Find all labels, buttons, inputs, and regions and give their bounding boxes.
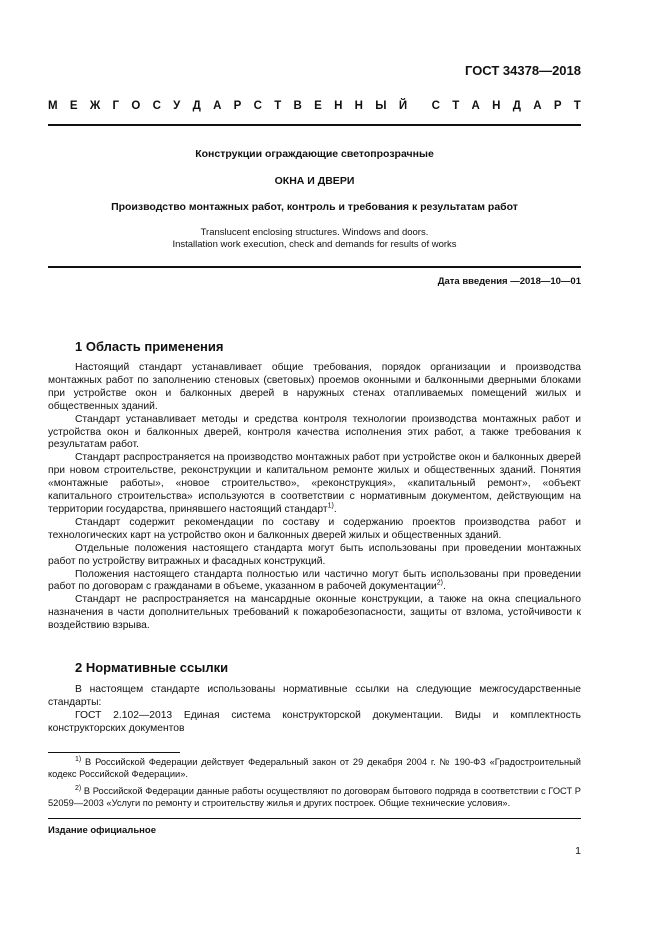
english-title-line-1: Translucent enclosing structures. Windows and doors. (200, 227, 429, 238)
footnote-text: В Российской Федерации действует Федеральный закон от 29 декабря 2004 г. № 190-ФЗ «Градостроительный кодекс Российской Федерации». (48, 757, 581, 779)
header-divider (48, 124, 581, 126)
banner-letter: Е (69, 100, 78, 112)
english-title-line-2: Installation work execution, check and demands for results of works (172, 239, 457, 250)
footnote-mark: 1) (75, 755, 82, 763)
title-line-1: Конструкции ограждающие светопрозрачные (195, 148, 434, 160)
banner-letter: О (131, 100, 141, 112)
section-1-body (48, 362, 581, 633)
banner-letter: Н (492, 100, 501, 112)
title-line-2: ОКНА И ДВЕРИ (274, 175, 355, 187)
paragraph-text: Стандарт распространяется на производство монтажных работ при устройстве окон и балконных дверей при новом строительстве, реконструкции и капитальном ремонте жилых и общественных зданий. Понятия «монтажные работы», «новое строительство», «реконструкция», «капитальный ремонт», «объект капитального строительства» используются в соответствии с нормативным документом, действующим на территории государства, принявшего настоящий стандарт (48, 452, 581, 515)
footer-divider (48, 818, 581, 819)
effective-date: Дата введения —2018—10—01 (437, 276, 581, 287)
title-divider (48, 266, 581, 268)
banner-letter: А (533, 100, 542, 112)
footnote-1 (48, 756, 581, 780)
banner-letter: Ы (375, 100, 387, 112)
footnote-mark: 2) (75, 784, 82, 792)
banner-letter: Г (112, 100, 120, 112)
footnote-text: В Российской Федерации данные работы осуществляют по договорам бытового подряда в соответствии с ГОСТ Р 52059—2003 «Услуги по ремонту и строительству жилья и других построек. Общие технические условия». (48, 786, 581, 808)
banner-letter: А (213, 100, 222, 112)
banner-letter: Т (573, 100, 581, 112)
paragraph: Отдельные положения настоящего стандарта могут быть использованы при проведении монтажных работ по устройству витражных и фасадных конструкций. (48, 542, 581, 567)
section-2-heading: 2 Нормативные ссылки (75, 660, 229, 675)
footnote-ref-2: 2) (436, 579, 444, 587)
section-2-body (48, 684, 581, 736)
page-number: 1 (575, 845, 581, 857)
banner-letter: Р (553, 100, 562, 112)
title-line-3: Производство монтажных работ, контроль и требования к результатам работ (111, 201, 518, 213)
banner-letter: Н (354, 100, 363, 112)
banner-letter: Н (334, 100, 343, 112)
english-title (48, 227, 581, 251)
banner-letter: Ж (89, 100, 101, 112)
banner-letter: Р (233, 100, 242, 112)
footnotes (48, 756, 581, 809)
paragraph: Положения настоящего стандарта полностью или частично могут быть использованы при проведении работ по договорам с гражданами в объеме, указанном в рабочей документации$^{2)}$. (48, 568, 581, 593)
footnote-divider (48, 752, 180, 753)
paragraph: Стандарт распространяется на производство монтажных работ при устройстве окон и балконных дверей при новом строительстве, реконструкции и капитальном ремонте жилых и общественных зданий. Понятия «монтажные работы», «новое строительство», «реконструкция», «капитальный ремонт», «объект капитального строительства» используются в соответствии с нормативным документом, действующим на территории государства, принявшего настоящий стандарт$^{1)}$. (48, 452, 581, 515)
section-1-heading: 1 Область применения (75, 339, 224, 354)
banner-letter: В (293, 100, 302, 112)
banner-letter: С (253, 100, 262, 112)
paragraph: Настоящий стандарт устанавливает общие требования, порядок организации и производства монтажных работ по заполнению стеновых (световых) проемов оконными и балконными дверными блоками при устройстве окон и балконных дверей в наружных стенах отапливаемых помещений жилых и общественных зданий. (48, 362, 581, 412)
paragraph: Стандарт содержит рекомендации по составу и содержанию проектов производства работ и технологических карт на устройство окон и балконных дверей жилых и общественных зданий. (48, 516, 581, 541)
banner-letter: С (431, 100, 440, 112)
paragraph: Стандарт устанавливает методы и средства контроля технологии производства монтажных работ и устройства окон и балконных дверей, контроля качества исполнения этих работ, а также требования к результатам работ. (48, 413, 581, 451)
paragraph: В настоящем стандарте использованы нормативные ссылки на следующие межгосударственные стандарты: (48, 684, 581, 708)
banner-letter: Е (314, 100, 322, 112)
banner-letter: Д (512, 100, 521, 112)
paragraph: ГОСТ 2.102—2013 Единая система конструкторской документации. Виды и комплектность конструкторских документов (48, 709, 581, 734)
banner-letter: С (152, 100, 161, 112)
banner-letter: Д (192, 100, 201, 112)
banner-letter: У (173, 100, 181, 112)
banner-letter: А (471, 100, 480, 112)
paragraph-text: Положения настоящего стандарта полностью или частично могут быть использованы при проведении работ по договорам с гражданами в объеме, указанном в рабочей документации (48, 568, 581, 593)
banner-letter: Й (398, 100, 408, 112)
banner-letter: Т (274, 100, 282, 112)
official-edition-label: Издание официальное (48, 825, 156, 836)
footnote-2 (48, 785, 581, 809)
footnote-ref-1: 1) (327, 502, 334, 510)
banner-letter: М (48, 100, 58, 112)
interstate-standard-banner (48, 100, 581, 112)
paragraph: Стандарт не распространяется на мансардные оконные конструкции, а также на окна специального назначения в части дополнительных требований к пожаробезопасности, защиты от взлома, устойчивости к воздействию взрыва. (48, 594, 581, 632)
standard-code: ГОСТ 34378—2018 (465, 63, 581, 78)
banner-letter: Т (452, 100, 460, 112)
